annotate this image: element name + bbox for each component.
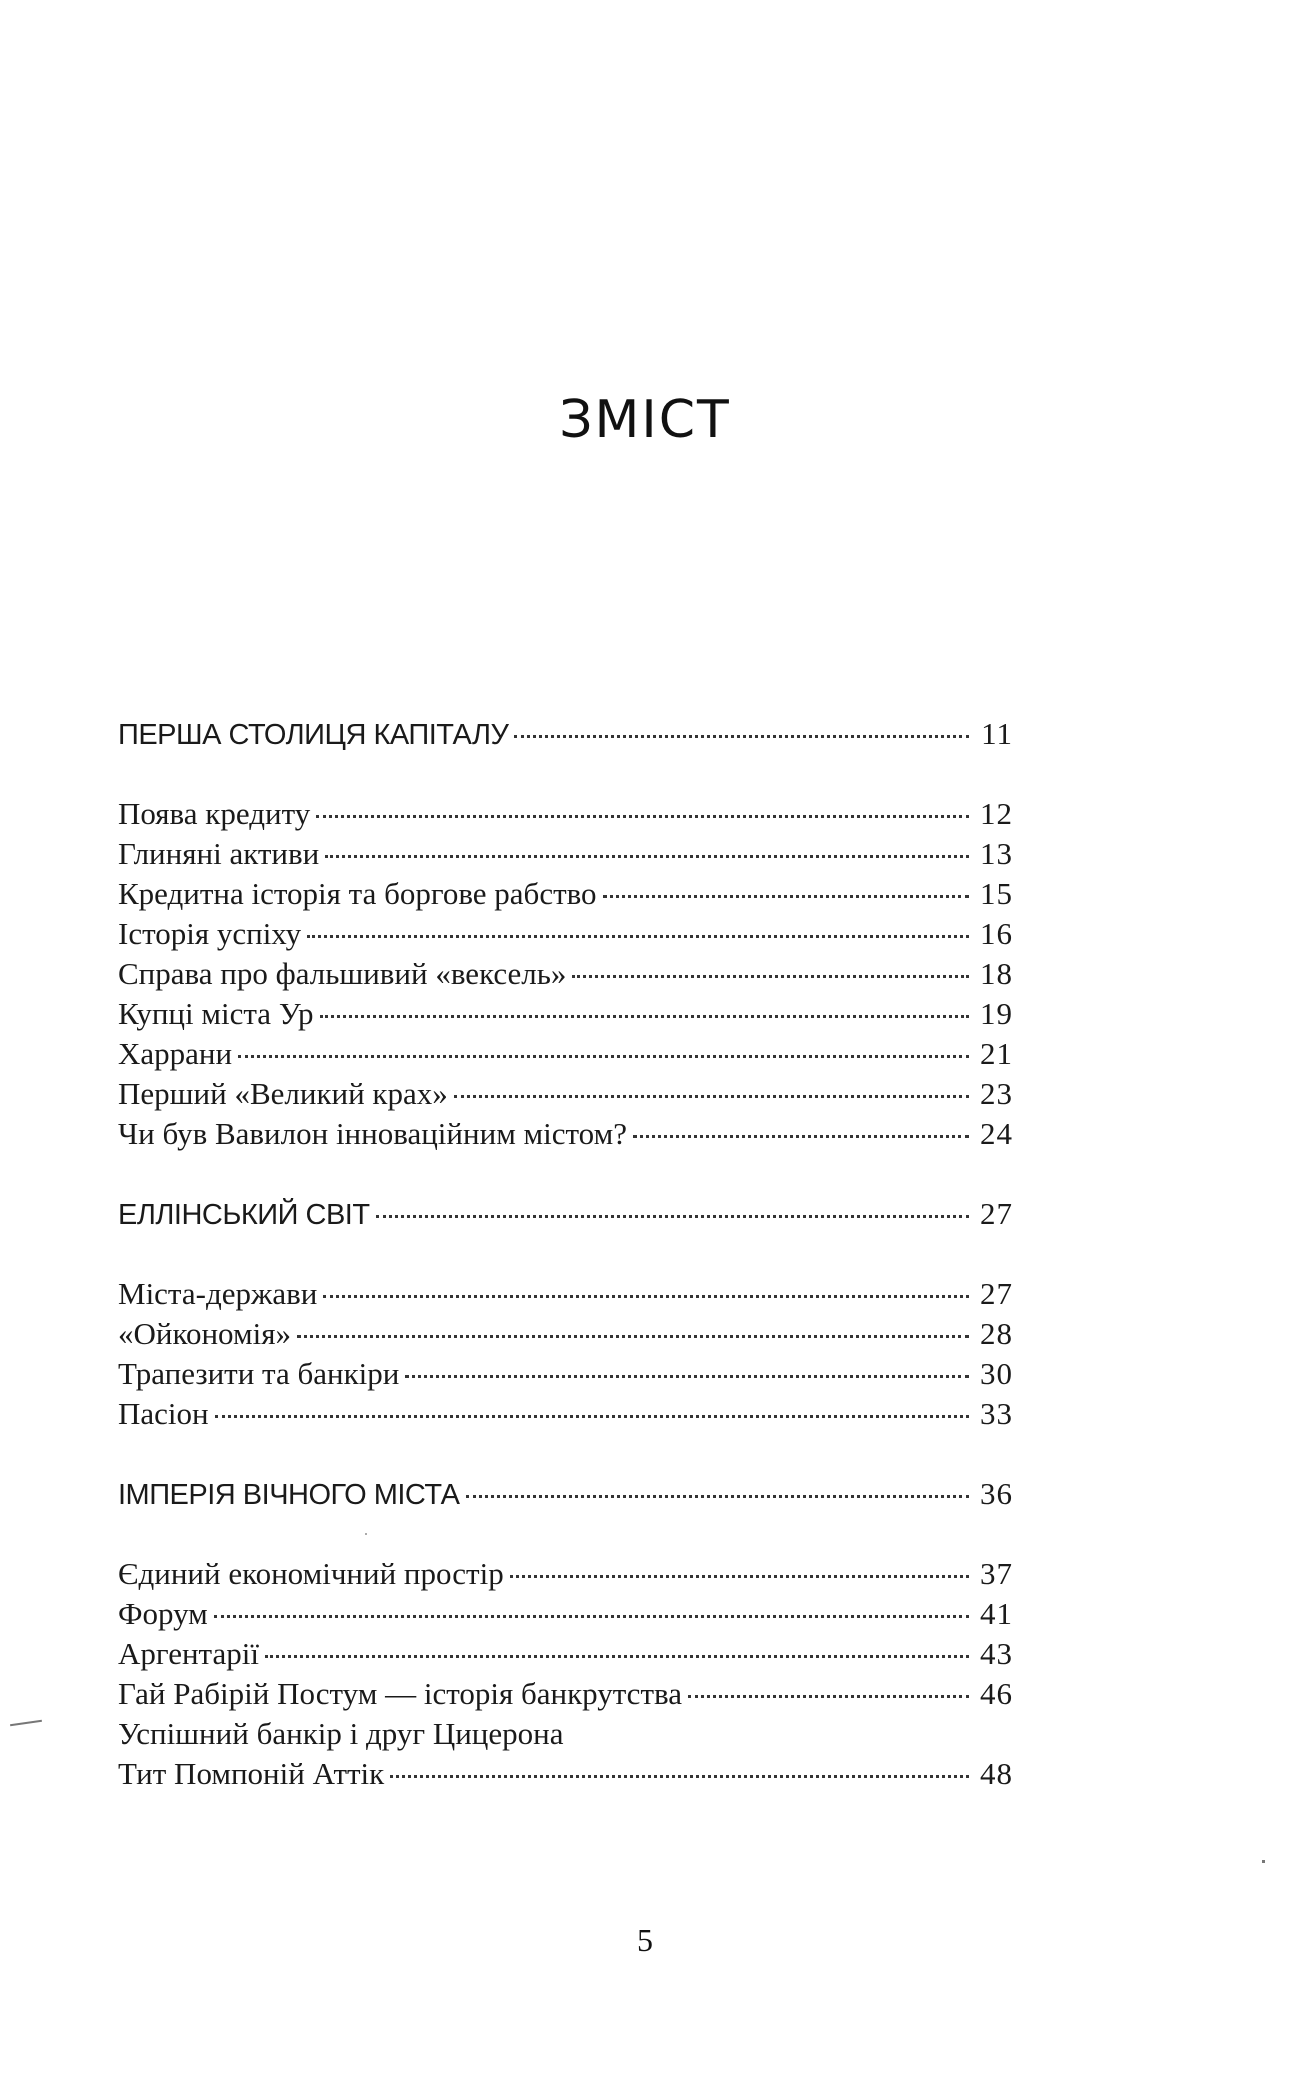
toc-entry-page: 23 xyxy=(980,1076,1013,1111)
toc-entry-label: Історія успіху xyxy=(118,916,302,951)
toc-entry xyxy=(118,1634,1013,1674)
toc-entry-page: 43 xyxy=(980,1636,1013,1671)
toc-entry-label: Харрани xyxy=(118,1036,233,1071)
toc-entry xyxy=(118,1074,1013,1114)
dot-leader xyxy=(265,1655,969,1658)
dot-leader xyxy=(466,1495,969,1498)
toc-chapter-page: 27 xyxy=(980,1196,1013,1231)
toc-entry-label: Глиняні активи xyxy=(118,836,320,871)
toc-entry xyxy=(118,794,1013,834)
toc-entry-label: Кредитна історія та боргове рабство xyxy=(118,876,597,911)
toc-entry xyxy=(118,1594,1013,1634)
toc-chapter xyxy=(118,1474,1013,1514)
toc-entry xyxy=(118,1274,1013,1314)
toc-chapter-label: ЕЛЛІНСЬКИЙ СВІТ xyxy=(118,1199,370,1231)
dot-leader xyxy=(376,1215,969,1218)
dot-leader xyxy=(316,815,969,818)
page-title: ЗМІСТ xyxy=(559,390,731,450)
dot-leader xyxy=(390,1775,969,1778)
toc-entry xyxy=(118,1754,1013,1794)
dot-leader xyxy=(514,735,969,738)
dot-leader xyxy=(307,935,969,938)
toc-entry-label: Міста-держави xyxy=(118,1276,318,1311)
dot-leader xyxy=(688,1695,969,1698)
toc-entry-label: Єдиний економічний простір xyxy=(118,1556,504,1591)
toc-chapter-label: ІМПЕРІЯ ВІЧНОГО МІСТА xyxy=(118,1479,460,1511)
dot-leader xyxy=(238,1055,969,1058)
toc-entry-label: Гай Рабірій Постум — історія банкрутства xyxy=(118,1676,682,1711)
dot-leader xyxy=(572,975,969,978)
toc-entry-label: Купці міста Ур xyxy=(118,996,314,1031)
toc-entry xyxy=(118,1034,1013,1074)
toc-entry-page: 12 xyxy=(980,796,1013,831)
toc-entry-page: 21 xyxy=(980,1036,1013,1071)
dot-leader xyxy=(215,1415,969,1418)
toc-entry-label: «Ойкономія» xyxy=(118,1316,291,1351)
toc-entry-label: Перший «Великий крах» xyxy=(118,1076,448,1111)
toc-entry-label: Справа про фальшивий «вексель» xyxy=(118,956,567,991)
toc-entry-label: Успішний банкір і друг Цицерона xyxy=(118,1716,564,1751)
toc-entry-page: 15 xyxy=(980,876,1013,911)
toc-entry xyxy=(118,874,1013,914)
toc-entry-label: Аргентарії xyxy=(118,1636,259,1671)
toc-entry xyxy=(118,914,1013,954)
toc-entry-page: 33 xyxy=(980,1396,1013,1431)
dot-leader xyxy=(297,1335,969,1338)
toc-entry-page: 19 xyxy=(980,996,1013,1031)
scan-speck xyxy=(10,1720,42,1726)
dot-leader xyxy=(323,1295,969,1298)
dot-leader xyxy=(320,1015,969,1018)
dot-leader xyxy=(214,1615,969,1618)
scan-speck xyxy=(365,1533,367,1535)
toc-entry-label: Пасіон xyxy=(118,1396,209,1431)
toc-entry-label: Тит Помпоній Аттік xyxy=(118,1756,385,1791)
toc-entry-page: 30 xyxy=(980,1356,1013,1391)
dot-leader xyxy=(510,1575,969,1578)
dot-leader xyxy=(454,1095,969,1098)
toc-entry-page: 24 xyxy=(980,1116,1013,1151)
toc-entry-page: 48 xyxy=(980,1756,1013,1791)
toc-chapter xyxy=(118,1194,1013,1234)
toc-entry-page: 13 xyxy=(980,836,1013,871)
toc-chapter-label: ПЕРША СТОЛИЦЯ КАПІТАЛУ xyxy=(118,719,509,751)
toc-entry xyxy=(118,1314,1013,1354)
toc-entry-page: 41 xyxy=(980,1596,1013,1631)
toc-entry-label: Форум xyxy=(118,1596,208,1631)
toc-entry xyxy=(118,834,1013,874)
toc-entry xyxy=(118,1394,1013,1434)
table-of-contents xyxy=(118,714,1013,1794)
toc-chapter xyxy=(118,714,1013,754)
page-number: 5 xyxy=(637,1922,653,1958)
toc-entry-page: 28 xyxy=(980,1316,1013,1351)
toc-entry-page: 46 xyxy=(980,1676,1013,1711)
toc-entry-page: 16 xyxy=(980,916,1013,951)
toc-entry xyxy=(118,1114,1013,1154)
toc-entry xyxy=(118,1354,1013,1394)
scan-speck xyxy=(1262,1860,1265,1863)
dot-leader xyxy=(405,1375,969,1378)
toc-entry-page: 18 xyxy=(980,956,1013,991)
toc-entry-page: 37 xyxy=(980,1556,1013,1591)
toc-entry-label: Чи був Вавилон інноваційним містом? xyxy=(118,1116,627,1151)
toc-entry xyxy=(118,994,1013,1034)
toc-chapter-page: 36 xyxy=(980,1476,1013,1511)
dot-leader xyxy=(633,1135,969,1138)
toc-entry xyxy=(118,1674,1013,1714)
toc-entry xyxy=(118,954,1013,994)
dot-leader xyxy=(325,855,969,858)
toc-entry xyxy=(118,1714,1013,1754)
toc-entry-page: 27 xyxy=(980,1276,1013,1311)
toc-entry xyxy=(118,1554,1013,1594)
toc-entry-label: Поява кредиту xyxy=(118,796,311,831)
toc-chapter-page: 11 xyxy=(981,716,1013,751)
toc-entry-label: Трапезити та банкіри xyxy=(118,1356,400,1391)
dot-leader xyxy=(603,895,969,898)
